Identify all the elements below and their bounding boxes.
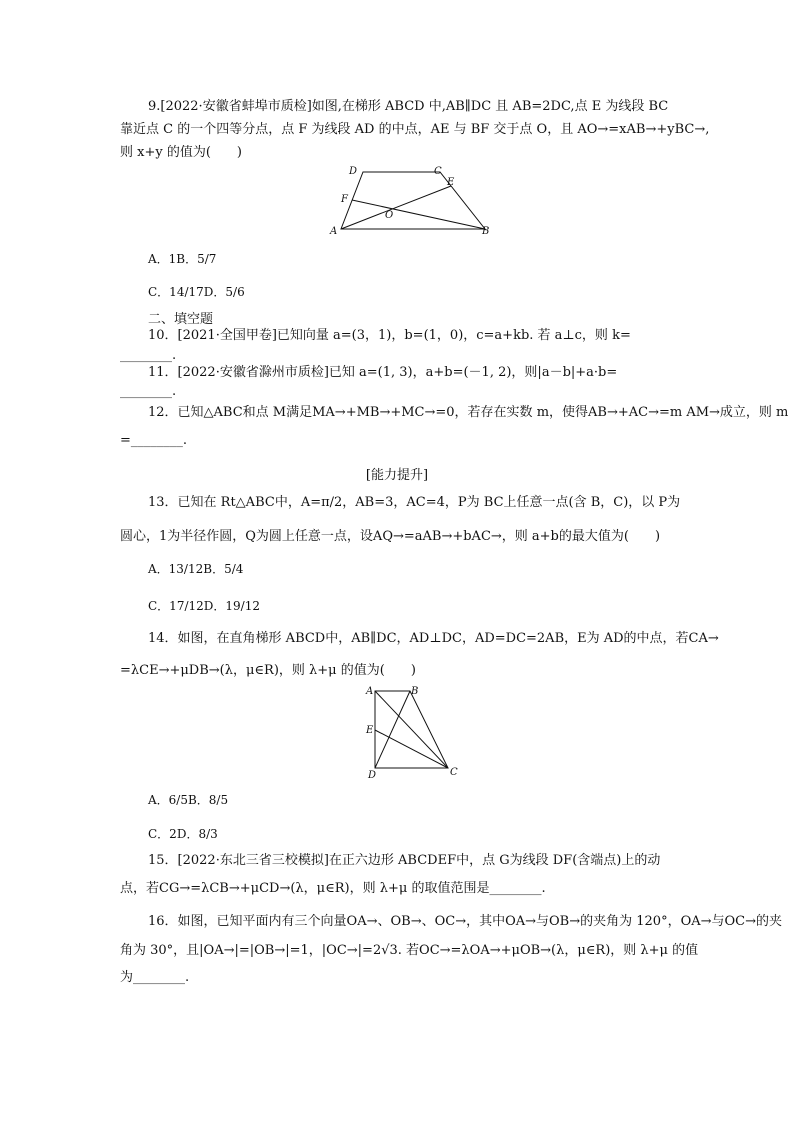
q14-line1: 14．如图，在直角梯形 ABCD中，AB∥DC，AD⊥DC，AD=DC=2AB，E为 AD的中点，若CA→ bbox=[148, 631, 719, 646]
label-e: E bbox=[366, 725, 374, 736]
q9-line1: 9.[2022·安徽省蚌埠市质检]如图,在梯形 ABCD 中,AB∥DC 且 AB=2DC,点 E 为线段 BC bbox=[148, 99, 669, 114]
segment-ac bbox=[375, 691, 448, 768]
label-d: D bbox=[349, 166, 358, 177]
segment-db bbox=[375, 691, 410, 768]
q10-line2: ________. bbox=[120, 348, 177, 363]
q16-line3: 为________. bbox=[120, 970, 190, 985]
q16-line2: 角为 30°，且|OA→|=|OB→|=1，|OC→|=2√3. 若OC→=λOA→+μOB→(λ，μ∈R)，则 λ+μ 的值 bbox=[120, 943, 699, 958]
q13-options-ab: A．13/12B．5/4 bbox=[148, 562, 244, 576]
segment-ce bbox=[375, 730, 448, 768]
label-c: C bbox=[450, 767, 458, 778]
q14-options-cd: C．2D．8/3 bbox=[148, 827, 218, 841]
label-f: F bbox=[341, 194, 348, 205]
ability-section-title: [能力提升] bbox=[365, 468, 429, 483]
label-b: B bbox=[482, 226, 490, 237]
label-e: E bbox=[447, 177, 455, 188]
q9-trapezoid-figure bbox=[325, 162, 495, 240]
label-a: A bbox=[330, 226, 338, 237]
q15-line2: 点，若CG→=λCB→+μCD→(λ，μ∈R)，则 λ+μ 的取值范围是________. bbox=[120, 881, 546, 896]
q9-line3: 则 x+y 的值为( ) bbox=[120, 145, 242, 160]
label-a: A bbox=[366, 686, 374, 697]
q9-options-cd: C．14/17D．5/6 bbox=[148, 285, 245, 299]
q11-line1: 11．[2022·安徽省滁州市质检]已知 a=(1, 3)，a+b=(－1, 2)，则|a－b|+a·b= bbox=[148, 365, 618, 380]
q14-right-trapezoid-figure bbox=[360, 683, 460, 781]
q14-line2: =λCE→+μDB→(λ，μ∈R)，则 λ+μ 的值为( ) bbox=[120, 663, 416, 678]
segment-ae bbox=[341, 186, 451, 229]
q13-line2: 圆心，1为半径作圆，Q为圆上任意一点，设AQ→=aAB→+bAC→，则 a+b的最大值为( ) bbox=[120, 529, 661, 544]
q11-line2: ________. bbox=[120, 384, 177, 399]
label-c: C bbox=[434, 166, 442, 177]
q13-options-cd: C．17/12D．19/12 bbox=[148, 599, 260, 613]
section-fill-in-title: 二、填空题 bbox=[148, 312, 214, 327]
q16-line1: 16．如图，已知平面内有三个向量OA→、OB→、OC→，其中OA→与OB→的夹角为 120°，OA→与OC→的夹 bbox=[148, 914, 783, 929]
q9-options-ab: A．1B．5/7 bbox=[148, 252, 217, 266]
q13-line1: 13．已知在 Rt△ABC中，A=π/2，AB=3，AC=4，P为 BC上任意一点(含 B，C)，以 P为 bbox=[148, 495, 681, 510]
label-b: B bbox=[411, 686, 419, 697]
label-d: D bbox=[368, 770, 377, 781]
q12-line1: 12．已知△ABC和点 M满足MA→+MB→+MC→=0，若存在实数 m，使得AB→+AC→=m AM→成立，则 m bbox=[148, 405, 789, 420]
q10-line1: 10．[2021·全国甲卷]已知向量 a=(3，1)，b=(1，0)，c=a+kb. 若 a⊥c，则 k= bbox=[148, 328, 631, 343]
q15-line1: 15．[2022·东北三省三校模拟]在正六边形 ABCDEF中，点 G为线段 DF(含端点)上的动 bbox=[148, 853, 661, 868]
label-o: O bbox=[385, 210, 394, 221]
q12-line2: =________. bbox=[120, 433, 188, 448]
q14-options-ab: A．6/5B．8/5 bbox=[148, 793, 229, 807]
q9-line2: 靠近点 C 的一个四等分点，点 F 为线段 AD 的中点，AE 与 BF 交于点 O，且 AO→=xAB→+yBC→, bbox=[120, 122, 710, 137]
